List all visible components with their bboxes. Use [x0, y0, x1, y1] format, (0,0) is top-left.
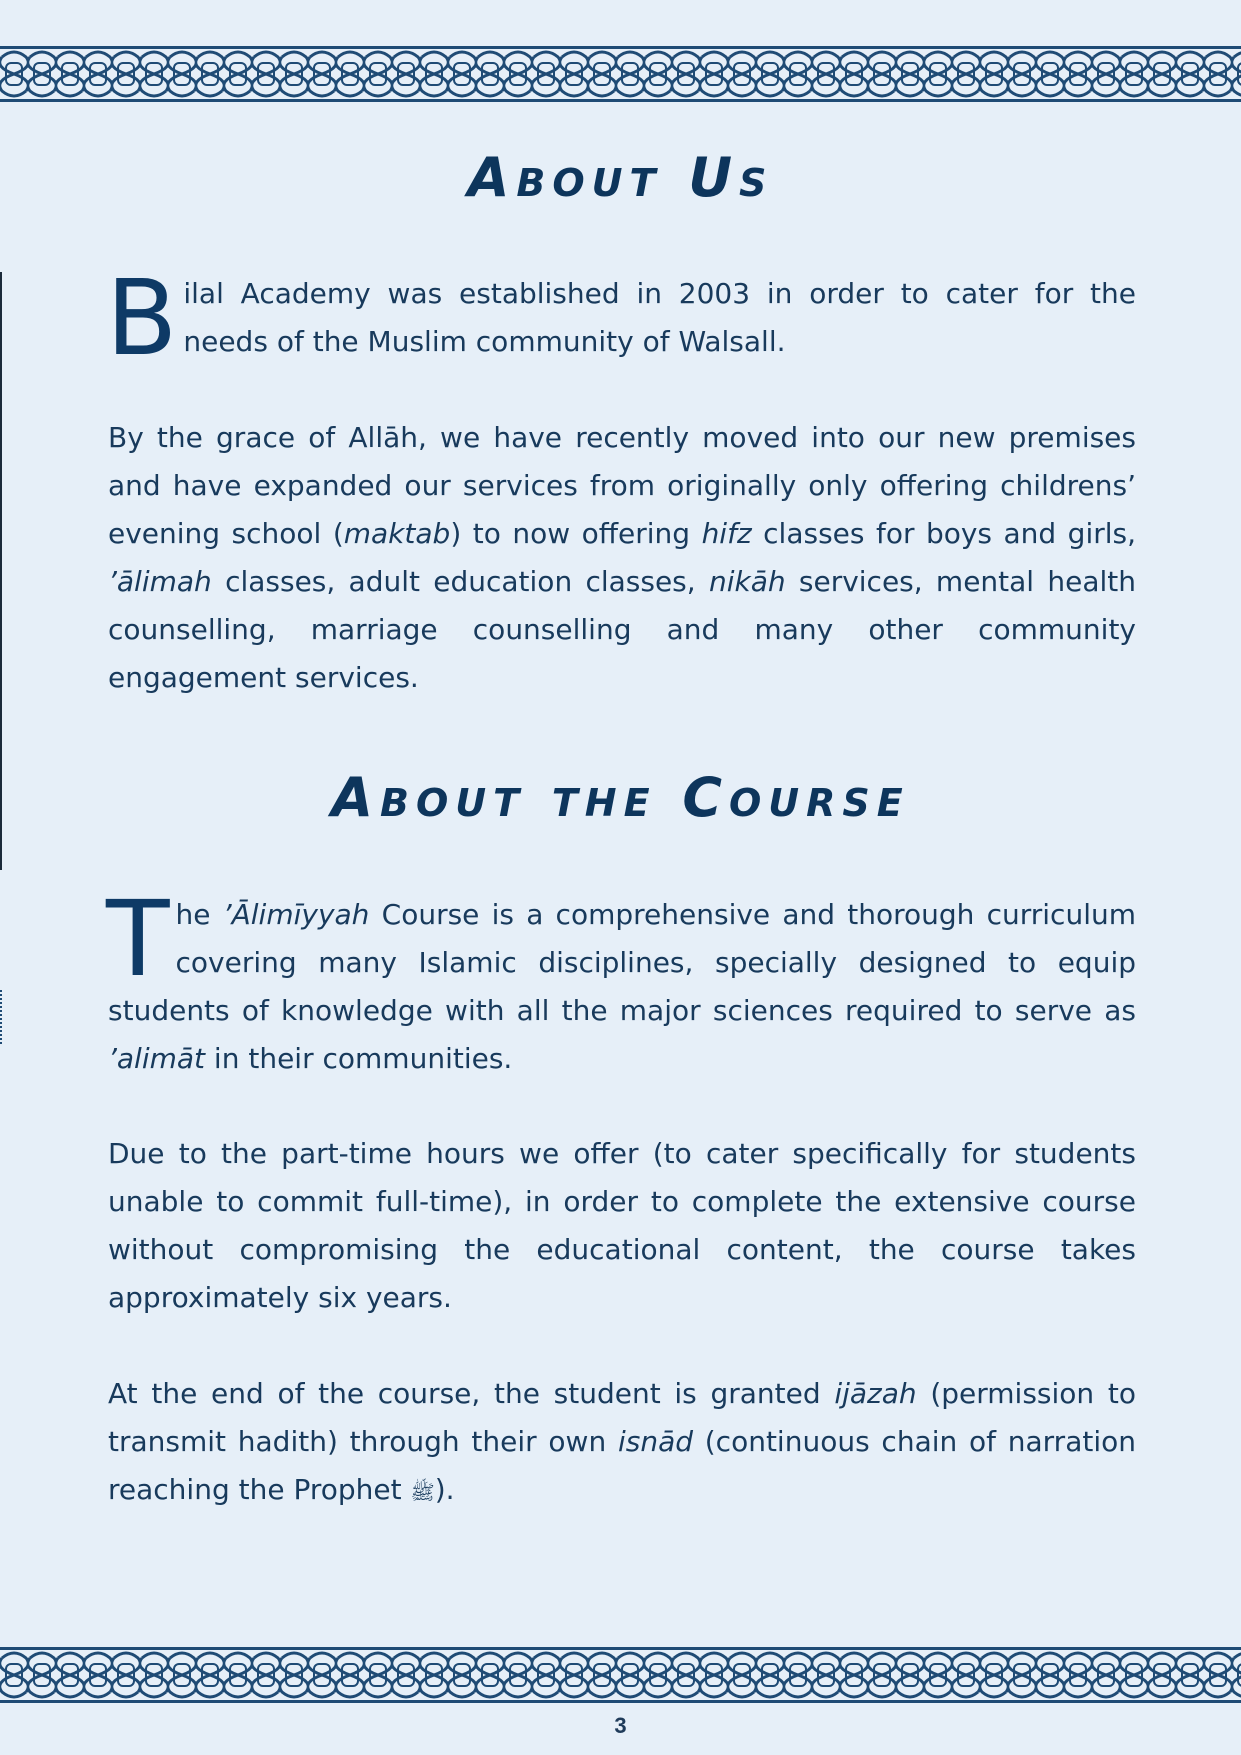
term-hifz: hifz — [701, 517, 752, 550]
course-intro-text-2: Course is a comprehensive and thorough curriculum covering many Islamic disciplines, specially designed to equip students of knowledge with all the major sciences required to serve as — [108, 898, 1136, 1027]
page-number: 3 — [614, 1713, 627, 1738]
about-us-intro-paragraph — [106, 257, 1136, 379]
term-ijazah: ijāzah — [834, 1377, 917, 1410]
ijazah-text-3: (continuous chain of narration reaching the Prophet — [108, 1425, 1136, 1506]
term-nikah: nikāh — [708, 565, 786, 598]
about-us-heading: About Us — [467, 146, 774, 209]
drop-cap-b: B — [106, 257, 178, 379]
term-isnad: isnād — [617, 1425, 693, 1458]
services-text-1: By the grace of Allāh, we have recently moved into our new premises and have expanded our services from originally only offering childrens’ evening school ( — [108, 421, 1136, 550]
about-course-heading: About the Course — [331, 766, 910, 829]
ijazah-text-4: ). — [434, 1473, 455, 1506]
services-text-4: classes, adult education classes, — [211, 565, 709, 598]
services-text-2: ) to now offering — [450, 517, 702, 550]
course-intro-paragraph — [106, 878, 1136, 1083]
left-margin-ornament — [0, 990, 5, 1044]
course-intro-text-1: he — [175, 898, 223, 931]
drop-cap-t: T — [106, 878, 170, 1000]
intro-text: ilal Academy was established in 2003 in order to cater for the needs of the Muslim community of Walsall. — [183, 277, 1136, 358]
ijazah-text-1: At the end of the course, the student is granted — [108, 1377, 835, 1410]
services-text-5: services, mental health counselling, marriage counselling and many other community engagement services. — [108, 565, 1136, 694]
term-maktab: maktab — [343, 517, 451, 550]
ijazah-paragraph — [108, 1370, 1136, 1516]
term-alimah: ’ālimah — [108, 565, 212, 598]
ijazah-text-2: (permission to transmit hadith) through their own — [108, 1377, 1136, 1458]
course-duration-paragraph: Due to the part-time hours we offer (to cater specifically for students unable to commit full-time), in order to complete the extensive course without compromising the educational content, the course takes approximately six years. — [108, 1137, 1136, 1314]
course-intro-text-3: in their communities. — [205, 1042, 513, 1075]
term-alimiyyah: ’Ālimīyyah — [222, 898, 370, 931]
bottom-knot-border — [0, 1647, 1241, 1703]
services-text-3: classes for boys and girls, — [751, 517, 1137, 550]
services-paragraph — [108, 414, 1136, 702]
celtic-knot-pattern-top — [0, 49, 1241, 99]
salawat-glyph: ﷺ — [410, 1480, 435, 1504]
term-alimat: ’alimāt — [108, 1042, 206, 1075]
celtic-knot-pattern-bottom — [0, 1650, 1241, 1700]
top-knot-border — [0, 46, 1241, 102]
